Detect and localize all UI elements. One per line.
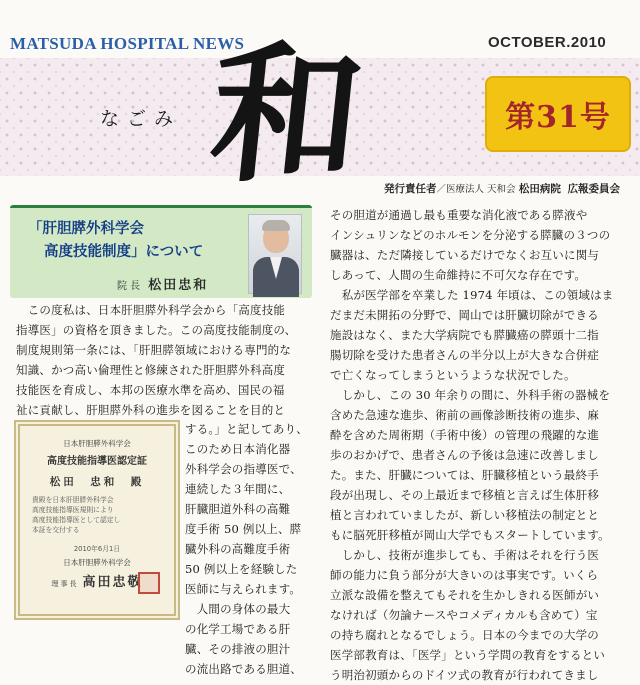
- author-name: 松田忠和: [148, 278, 209, 293]
- headline-line-1: 「肝胆膵外科学会: [28, 221, 144, 237]
- issue-number-badge: [485, 76, 631, 152]
- calligraphy-logo: 和: [202, 27, 372, 203]
- issue-number: 第31号: [505, 100, 611, 135]
- masthead-subtitle: なごみ: [100, 108, 182, 130]
- article-headline: [28, 218, 203, 264]
- credit-committee: 広報委員会: [567, 183, 621, 195]
- credit-label: 発行責任者: [384, 183, 437, 195]
- article-paragraph-left-narrow: する。」と記してあり、 このため日本消化器 外科学会の指導医で、 連続した３年間に、 肝臓胆道外科の高難 度手術 50 例以上、膵 臓外科の高難度手術 50 例以上を経験した 医師に与えられます。 人間の身体の最大 の化学工場である肝 臓、その排液の胆汁 の流出路である胆道、: [185, 422, 308, 676]
- article-paragraph-right-column: その胆道が通過し最も重要な消化液である膵液や インシュリンなどのホルモンを分泌する膵臓の３つの 臓器は、ただ隣接しているだけでなくお互いに関与 しあって、人間の生命維持に不可欠な存在です。 私が医学部を卒業した 1974 年頃は、この領域はま だまだ未開拓の分野で、岡山では肝臓切除ができる 施設はなく、また大学病院でも膵臓癌の膵頭十二指 腸切除を受けた患者さんの半分以上が大きな合併症 で亡くなってしまうというような状況でした。 しかし、この 30 年余りの間に、外科手術の器械を 含めた急速な進歩、術前の画像診断技術の進歩、麻 酔を含めた周術期（手術中後）の管理の飛躍的な進 歩のおかげで、患者さんの予後は急速に改善しまし た。また、肝臓については、肝臓移植という最終手 段が出現し、その上最近まで移植と言えば生体肝移 植と言われていましたが、新しい移植法の制定とと もに脳死肝移植が岡山大学でもスタートしています。 しかし、技術が進歩しても、手術はそれを行う医 師の能力に負う部分が大きいのは事実です。いくら 立派な設備を整えてもそれを生かしきれる医師がい なければ（勿論ナースやコメディカルも含めて）宝 の持ち腐れとなるでしょう。日本の今までの大学の 医学部教育は、「医学」という学問の教育をするとい う明治初頭からのドイツ式の教育が行われてきまし: [330, 208, 614, 682]
- certificate-signer-role: 理事長: [51, 580, 79, 588]
- article-paragraph-intro: この度私は、日本肝胆膵外科学会から「高度技能 指導医」の資格を頂きました。この高度技能制度の、 制度規則第一条には、「肝胆膵領域における専門的な 知識、かつ高い倫理性と修練された肝胆膵外科高度 技能医を育成し、本邦の医療水準を高め、国民の福 祉に貢献し、肝胆膵外科の進歩を図ることを目的と: [16, 303, 297, 417]
- article-header: [10, 205, 312, 298]
- author-byline: [117, 274, 208, 293]
- certificate-photo: [14, 420, 180, 620]
- author-portrait-photo: [248, 214, 302, 294]
- headline-line-2: 高度技能制度」について: [44, 244, 204, 260]
- certificate-signer: 高田忠敬: [82, 575, 143, 590]
- publisher-credit: [384, 181, 620, 196]
- certificate-issuer: 日本肝胆膵外科学会: [63, 558, 131, 567]
- certificate-body: 貴殿を日本肝胆膵外科学会 高度技能指導医規則により 高度技能指導医として認定し 本証を交付する: [32, 496, 121, 534]
- issue-date: OCTOBER.2010: [488, 34, 607, 51]
- newsletter-title: MATSUDA HOSPITAL NEWS: [10, 34, 245, 53]
- author-role: 院 長: [117, 281, 141, 292]
- credit-org: ／医療法人 天和会: [436, 184, 516, 195]
- certificate-date: 2010年6月1日: [73, 545, 121, 553]
- certificate-title: 高度技能指導医認定証: [47, 456, 147, 467]
- certificate-seal-stamp: [138, 572, 160, 594]
- certificate-recipient: 松田 忠和 殿: [49, 476, 145, 488]
- credit-hospital: 松田病院: [518, 183, 561, 195]
- certificate-society: 日本肝胆膵外科学会: [63, 439, 131, 448]
